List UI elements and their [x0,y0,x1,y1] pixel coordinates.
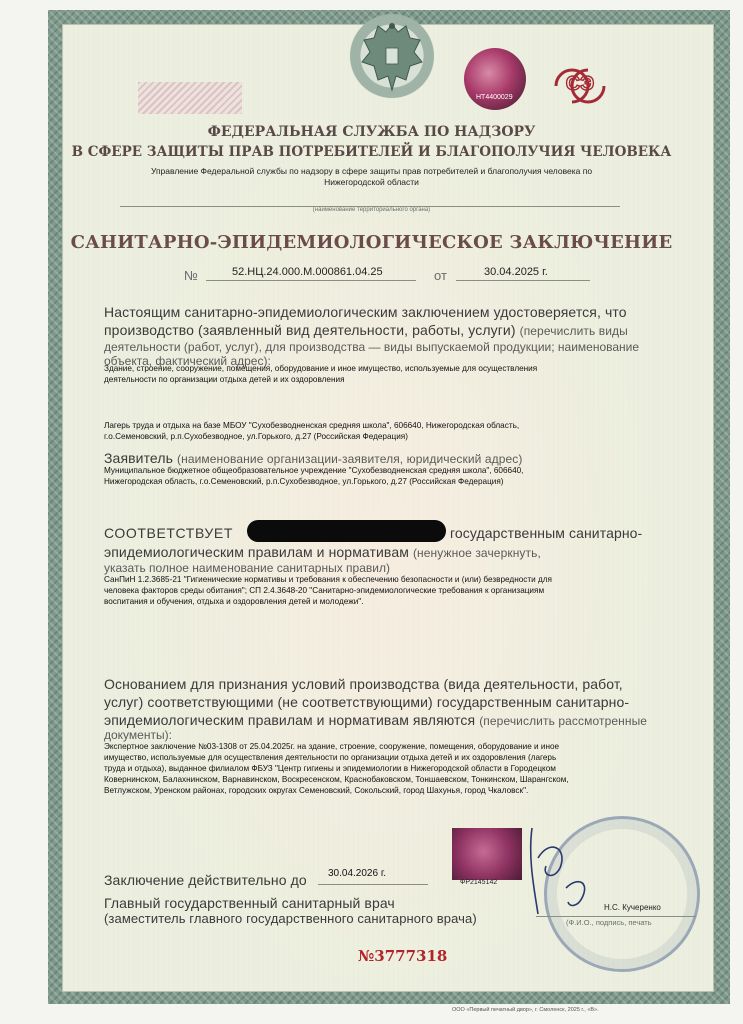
signer-caption: (Ф.И.О., подпись, печать [566,918,652,927]
conformity-word: СООТВЕТСТВУЕТ [104,525,234,541]
agency-title-line2: В СФЕРЕ ЗАЩИТЫ ПРАВ ПОТРЕБИТЕЛЕЙ И БЛАГОПОЛУЧИЯ ЧЕЛОВЕКА [71,144,672,160]
hologram-square-code: ФР2145142 [460,879,498,886]
docs-line5: Ветлужском, Уренском районах, городских округах Семеновский, Сокольский, город Шахунья, город Чкаловск". [104,786,529,795]
document-title: САНИТАРНО-ЭПИДЕМИОЛОГИЧЕСКОЕ ЗАКЛЮЧЕНИЕ [70,232,673,253]
docs-line2: имущество, используемые для осуществления деятельности по организации отдыха детей и их оздоровления (лагерь [104,753,557,762]
certify-line4: объекта, фактический адрес): [104,354,271,368]
date-value: 30.04.2025 г. [484,266,548,278]
number-label: № [184,268,198,283]
date-underline [456,280,590,281]
object-line1: Здание, строение, сооружение, помещения, оборудование и иное имущество, используемые для осуществления [104,364,538,373]
number-value: 52.НЦ.24.000.М.000861.04.25 [232,266,383,278]
number-underline [206,280,416,281]
certify-line3: деятельности (работ, услуг), для производства — виды выпускаемой продукции; наименование [104,340,640,354]
rules-line1: СанПиН 1.2.3685-21 "Гигиенические нормативы и требования к обеспечению безопасности и (или) безвредности для [104,575,552,584]
validity-label: Заключение действительно до [104,872,307,888]
certify-line1: Настоящим санитарно-эпидемиологическим заключением удостоверяется, что [104,304,627,320]
serial-number: №3777318 [358,947,448,965]
signer-title-line2: (заместитель главного государственного санитарного врача) [104,911,477,926]
basis-line2: услуг) соответствующими (не соответствующими) государственным санитарно- [104,694,630,710]
office-caption: (наименование территориального органа) [312,207,431,213]
applicant-line2: Нижегородская область, г.о.Семеновский, р.п.Сухобезводное, ул.Горького, д.27 (Российская Федерация) [104,477,504,486]
se-logo-text: СЭ [565,73,595,95]
certify-line2: производство (заявленный вид деятельности, работы, услуги) [104,322,516,338]
guilloche-pattern [138,82,242,114]
conformity-line1-end: государственным санитарно- [450,525,643,541]
address-line1: Лагерь труда и отдыха на базе МБОУ "Сухобезводненская средняя школа", 606640, Нижегородская область, [104,421,520,430]
signer-name: Н.С. Кучеренко [604,903,661,912]
redaction-bar [247,520,446,542]
validity-date: 30.04.2026 г. [328,868,387,879]
docs-line4: Ковернинском, Балахнинском, Варнавинском, Воскресенском, Краснобаковском, Тоншаевском, Тонкинском, Шарангском, [104,775,569,784]
validity-underline [318,884,428,885]
applicant-line1: Муниципальное бюджетное общеобразовательное учреждение "Сухобезводненская средняя школа", 606640, [104,466,524,475]
rules-line3: воспитания и обучения, отдыха и оздоровления детей и молодежи". [104,597,364,606]
date-label: от [434,268,447,283]
hologram-square [452,828,522,880]
docs-line3: труда и отдыха), выданное филиалом ФБУЗ "Центр гигиены и эпидемиологии в Нижегородской области в Городецком [104,764,556,773]
se-logo-icon [552,66,608,106]
applicant-label: Заявитель [104,450,174,466]
basis-line1: Основанием для признания условий производства (вида деятельности, работ, [104,676,623,692]
regional-office-line2: Нижегородской области [324,177,419,187]
printer-line: ООО «Первый печатный двор», г. Смоленск, 2025 г., «В». [452,1007,599,1013]
regional-office-line1: Управление Федеральной службы по надзору в сфере защиты прав потребителей и благополучия человека по [150,166,593,176]
certify-line2-hint: (перечислить виды [519,324,628,338]
signer-title-line1: Главный государственный санитарный врач [104,895,395,911]
rules-line2: человека факторов среды обитания"; СП 2.4.3648-20 "Санитарно-эпидемиологические требования к организациям [104,586,545,595]
conformity-line2-hint: (ненужное зачеркнуть, [412,546,541,560]
basis-line3-hint: (перечислить рассмотренные [479,714,648,728]
basis-line3: эпидемиологическим правилам и нормативам являются [104,712,476,728]
agency-title-line1: ФЕДЕРАЛЬНАЯ СЛУЖБА ПО НАДЗОРУ [207,124,536,140]
signature-icon [520,818,610,928]
docs-line1: Экспертное заключение №03-1308 от 25.04.2025г. на здание, строение, сооружение, помещения, оборудование и иное [104,742,560,751]
address-line2: г.о.Семеновский, р.п.Сухобезводное, ул.Горького, д.27 (Российская Федерация) [104,432,408,441]
conformity-line2: эпидемиологическим правилам и нормативам [104,544,409,560]
object-line2: деятельности по организации отдыха детей и их оздоровления [104,375,345,384]
hologram-code: НТ4400029 [476,94,513,101]
basis-line4: документы): [104,728,172,742]
double-headed-eagle-icon [356,18,428,96]
applicant-hint: (наименование организации-заявителя, юридический адрес) [177,452,523,466]
conformity-line3: указать полное наименование санитарных правил) [104,561,390,575]
signer-underline [536,916,696,917]
